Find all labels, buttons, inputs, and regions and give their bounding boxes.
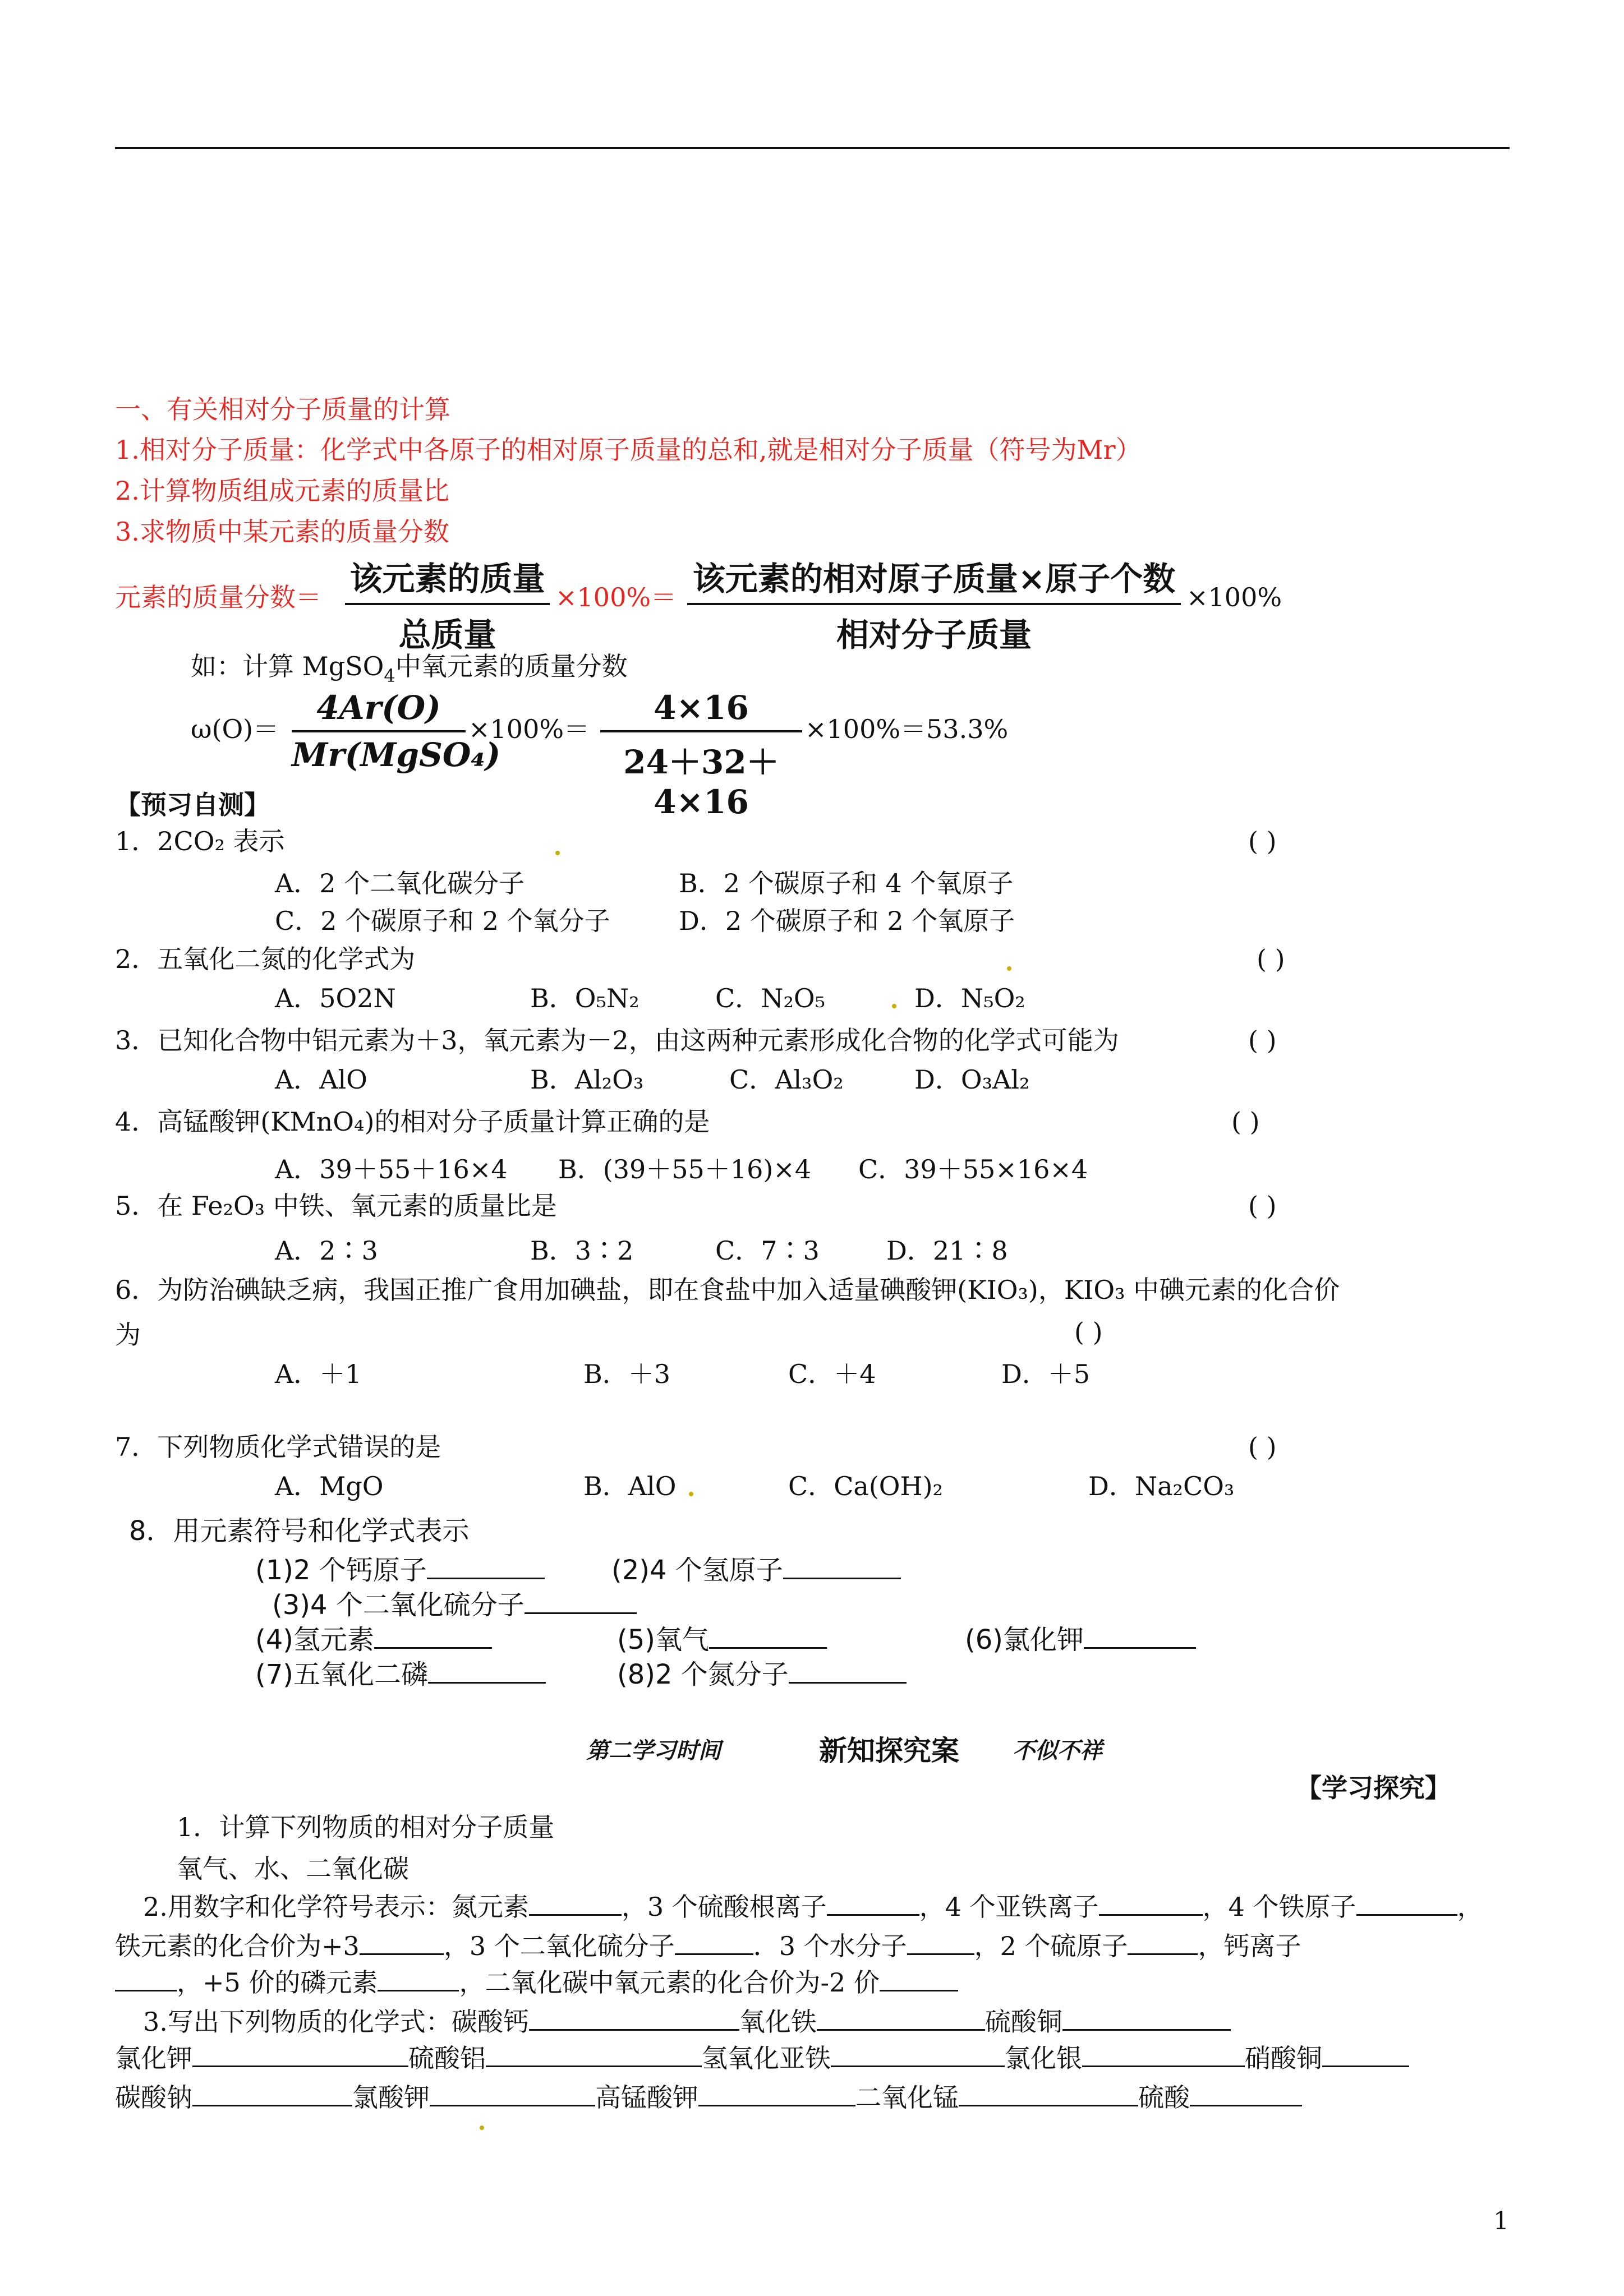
explore-2-line1: 2.用数字和化学符号表示：氮元素 ，3 个硫酸根离子 ，4 个亚铁离子 ，4 个铁原子 ，: [143, 1892, 1483, 1922]
explore-3-line1: 3.写出下列物质的化学式：碳酸钙 氧化铁 硫酸铜: [143, 2005, 1231, 2039]
speck: [1007, 966, 1011, 971]
result-value: ×100%＝53.3%: [805, 714, 1009, 744]
formula-prefix: 元素的质量分数＝: [115, 582, 321, 612]
question-4-stem: 4．高锰酸钾(KMnO₄)的相对分子质量计算正确的是: [115, 1106, 710, 1137]
explore-2-line2: 铁元素的化合价为+3 ，3 个二氧化硫分子 ．3 个水分子 ，2 个硫原子 ，钙离子: [115, 1931, 1301, 1961]
option: D．O₃Al₂: [914, 1064, 1030, 1095]
answer-paren: ( ): [1231, 1106, 1260, 1137]
speck: [555, 851, 560, 855]
times-100: ×100%: [1186, 582, 1282, 612]
option: C．Ca(OH)₂: [788, 1471, 943, 1501]
option: D．2 个碳原子和 2 个氧原子: [679, 906, 1015, 936]
option: B．O₅N₂: [530, 983, 640, 1013]
banner-left: 第二学习时间: [586, 1737, 721, 1764]
times-100-equals: ×100%＝: [555, 582, 677, 612]
paragraph-3: 3.求物质中某元素的质量分数: [115, 517, 449, 547]
q8-item: (4)氢元素: [255, 1623, 492, 1657]
option: C．＋4: [788, 1359, 876, 1389]
option: A．＋1: [275, 1359, 362, 1389]
answer-paren: ( ): [1074, 1317, 1103, 1347]
option: C．39＋55×16×4: [858, 1154, 1088, 1184]
speck: [689, 1492, 693, 1496]
fraction-4x16: 4×16 24＋32＋4×16: [600, 689, 802, 821]
omega-label: ω(O)＝: [191, 714, 279, 744]
option: B．＋3: [583, 1359, 671, 1389]
option: B．(39＋55＋16)×4: [558, 1154, 812, 1184]
fraction-4ar: 4Ar(O) Mr(MgSO₄): [292, 689, 501, 774]
option: B．3∶2: [530, 1235, 634, 1266]
fraction-numerator: 该元素的质量: [349, 560, 545, 598]
answer-paren: ( ): [1248, 1025, 1277, 1055]
paragraph-2: 2.计算物质组成元素的质量比: [115, 476, 449, 506]
option: C．Al₃O₂: [729, 1064, 844, 1095]
q8-item: (5)氧气: [617, 1623, 827, 1657]
option: A．AlO: [275, 1064, 367, 1095]
option: A．5O2N: [275, 983, 396, 1013]
paragraph-1: 1.相对分子质量：化学式中各原子的相对原子质量的总和,就是相对分子质量（符号为Mr）: [115, 435, 1142, 465]
question-5-stem: 5．在 Fe₂O₃ 中铁、氧元素的质量比是: [115, 1191, 557, 1221]
explore-1: 1．计算下列物质的相对分子质量: [177, 1812, 555, 1842]
option: B．AlO: [583, 1471, 677, 1501]
option: C．2 个碳原子和 2 个氧分子: [275, 906, 610, 936]
times-100-equals-2: ×100%＝: [468, 714, 590, 744]
question-6-stem-cont: 为: [115, 1320, 141, 1350]
fraction-relative-mass: [687, 552, 1181, 656]
example-line: 如：计算 MgSO$_4$中氧元素的质量分数: [191, 651, 628, 686]
option: C．7∶3: [715, 1235, 820, 1266]
option: A．2∶3: [275, 1235, 378, 1266]
answer-paren: ( ): [1248, 1191, 1277, 1221]
option: D．N₅O₂: [914, 983, 1025, 1013]
page-number: 1: [1493, 2207, 1509, 2235]
q8-item: (6)氯化钾: [965, 1623, 1196, 1657]
banner-middle: 新知探究案: [819, 1734, 959, 1767]
explore-title: 【学习探究】: [1296, 1773, 1451, 1803]
section-heading: 一、有关相对分子质量的计算: [115, 394, 450, 425]
question-1-stem: 1．2CO₂ 表示: [115, 826, 285, 856]
banner-right: 不似不祥: [1013, 1737, 1102, 1764]
explore-1b: 氧气、水、二氧化碳: [177, 1854, 409, 1884]
option: A．MgO: [275, 1471, 384, 1501]
fraction-element-mass: [345, 552, 550, 656]
explore-3-line3: 碳酸钠 氯酸钾 高锰酸钾 二氧化锰 硫酸: [115, 2081, 1302, 2114]
answer-paren: ( ): [1257, 944, 1285, 974]
q8-item: (1)2 个钙原子: [255, 1553, 545, 1587]
explore-2-line3: ，+5 价的磷元素 ，二氧化碳中氧元素的化合价为-2 价: [115, 1966, 958, 1999]
answer-paren: ( ): [1248, 1432, 1277, 1462]
q8-item: (2)4 个氢原子: [611, 1553, 901, 1587]
q8-item: (7)五氧化二磷: [255, 1658, 546, 1691]
option: D．21∶8: [886, 1235, 1008, 1266]
option: D．＋5: [1001, 1359, 1091, 1389]
option: A．2 个二氧化碳分子: [275, 868, 525, 898]
option: A．39＋55＋16×4: [275, 1154, 508, 1184]
q8-item: (8)2 个氮分子: [617, 1658, 907, 1691]
question-2-stem: 2．五氧化二氮的化学式为: [115, 944, 416, 974]
fraction-denominator: 相对分子质量: [836, 616, 1032, 654]
q8-item: (3)4 个二氧化硫分子: [272, 1588, 637, 1622]
speck: [480, 2126, 484, 2130]
preview-title: 【预习自测】: [115, 790, 270, 820]
header-rule: [115, 147, 1510, 149]
fraction-numerator: 该元素的相对原子质量×原子个数: [692, 560, 1176, 598]
option: D．Na₂CO₃: [1088, 1471, 1235, 1501]
fraction-denominator: 总质量: [398, 616, 496, 654]
answer-paren: ( ): [1248, 826, 1277, 856]
question-8-title: 8．用元素符号和化学式表示: [129, 1515, 470, 1547]
question-7-stem: 7．下列物质化学式错误的是: [115, 1432, 441, 1462]
option: C．N₂O₅: [715, 983, 826, 1013]
speck: [892, 1004, 896, 1008]
option: B．2 个碳原子和 4 个氧原子: [679, 868, 1014, 898]
question-6-stem: 6．为防治碘缺乏病，我国正推广食用加碘盐，即在食盐中加入适量碘酸钾(KIO₃)，KIO₃ 中碘元素的化合价: [115, 1275, 1340, 1305]
question-3-stem: 3．已知化合物中铝元素为＋3，氧元素为－2，由这两种元素形成化合物的化学式可能为: [115, 1025, 1119, 1055]
option: B．Al₂O₃: [530, 1064, 644, 1095]
explore-3-line2: 氯化钾 硫酸铝 氢氧化亚铁 氯化银 硝酸铜: [115, 2041, 1409, 2075]
